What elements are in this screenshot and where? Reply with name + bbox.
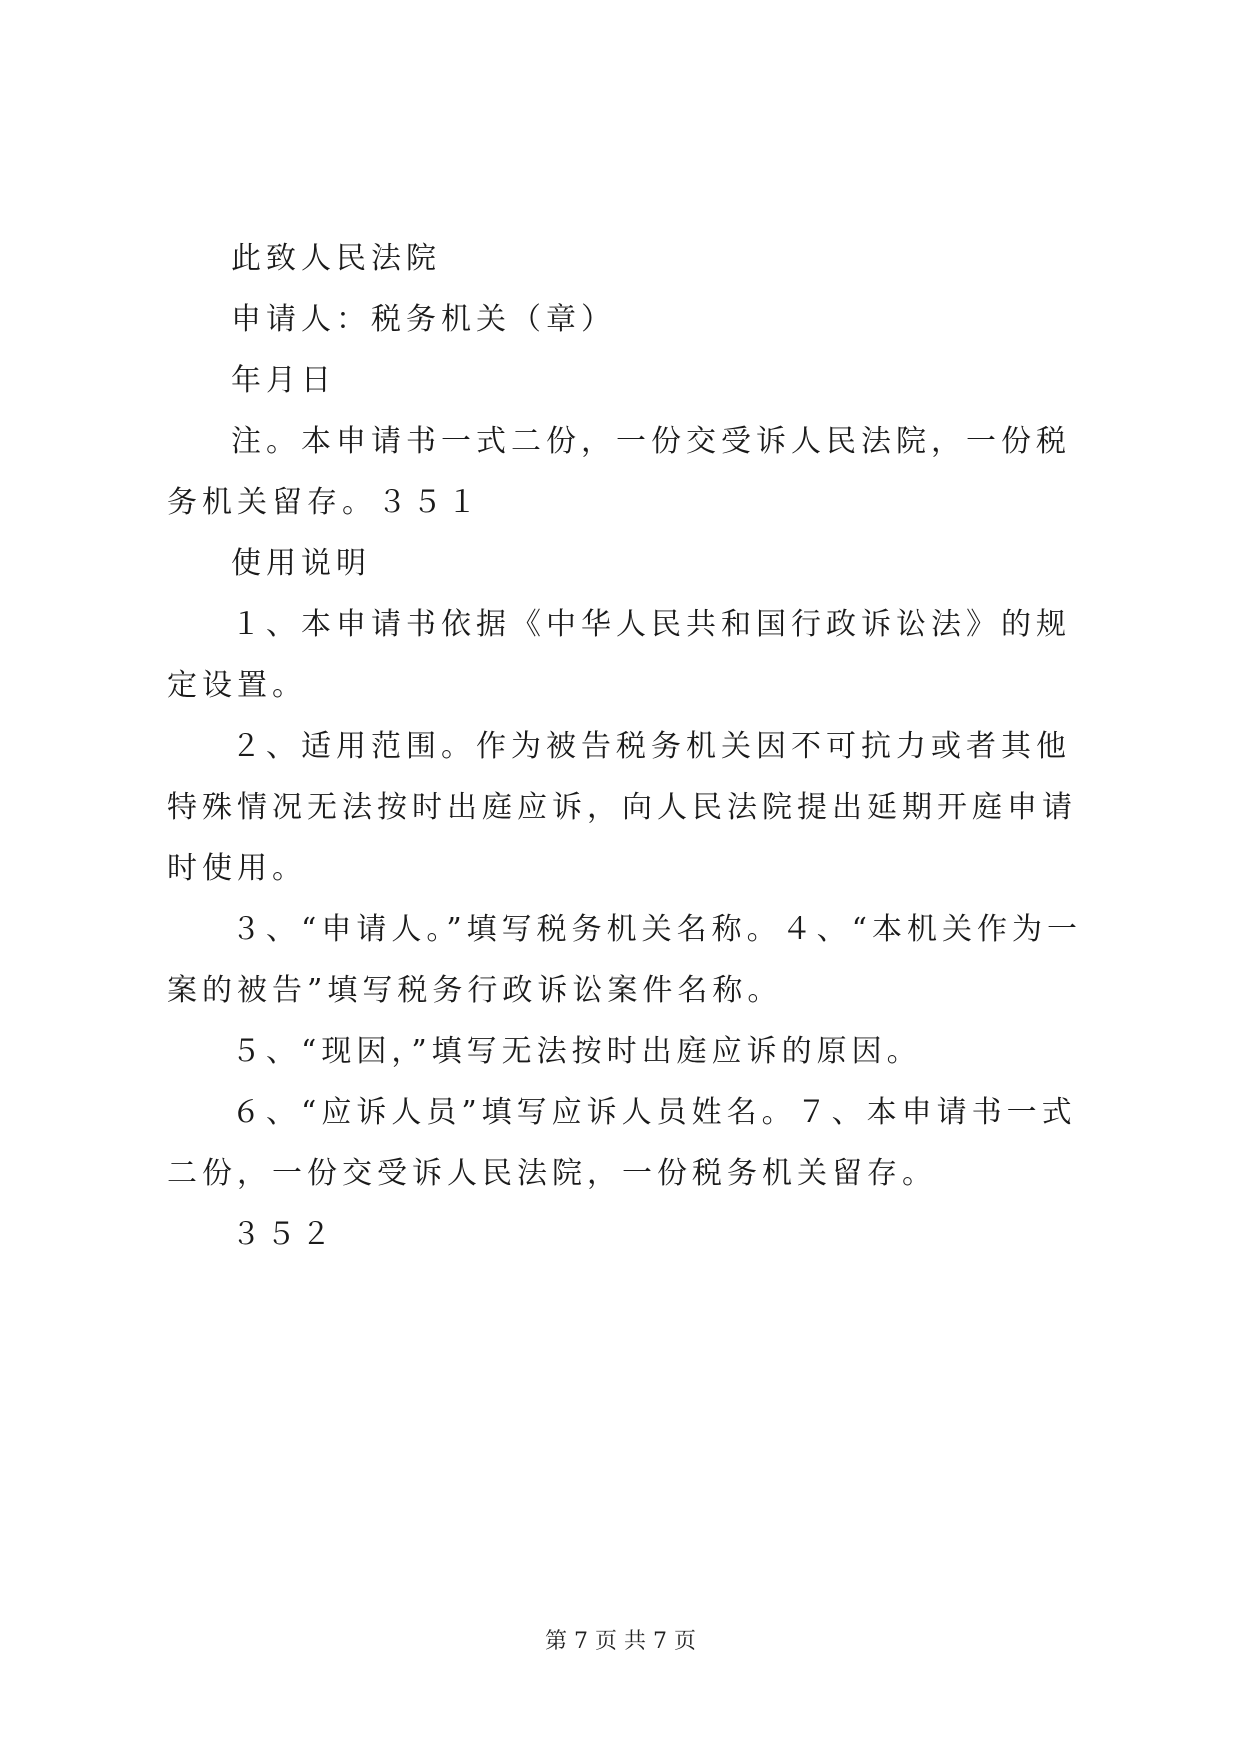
usage-item-5: ５、“现因，”填写无法按时出庭应诉的原因。 <box>231 1034 922 1069</box>
applicant-line: 申请人：税务机关（章） <box>231 302 616 337</box>
usage-item-2: ２、适用范围。作为被告税务机关因不可抗力或者其他特殊情况无法按时出庭应诉，向人民法院提出延期开庭申请时使用。 <box>167 729 1077 886</box>
page-footer: 第 7 页 共 7 页 <box>545 1629 696 1654</box>
usage-item-1: １、本申请书依据《中华人民共和国行政诉讼法》的规定设置。 <box>167 607 1071 703</box>
usage-heading: 使用说明 <box>231 546 371 581</box>
document-body <box>167 228 1087 1265</box>
date-line: 年月日 <box>231 363 336 398</box>
note-paragraph: 注。本申请书一式二份，一份交受诉人民法院，一份税务机关留存。３５１ <box>167 424 1071 520</box>
usage-item-6-7: ６、“应诉人员”填写应诉人员姓名。７、本申请书一式二份，一份交受诉人民法院，一份税务机关留存。 <box>167 1095 1077 1191</box>
form-number: ３５２ <box>231 1217 336 1252</box>
closing-salutation: 此致人民法院 <box>231 241 441 276</box>
usage-item-3-4: ３、“申请人。”填写税务机关名称。４、“本机关作为一案的被告”填写税务行政诉讼案件名称。 <box>167 912 1083 1008</box>
